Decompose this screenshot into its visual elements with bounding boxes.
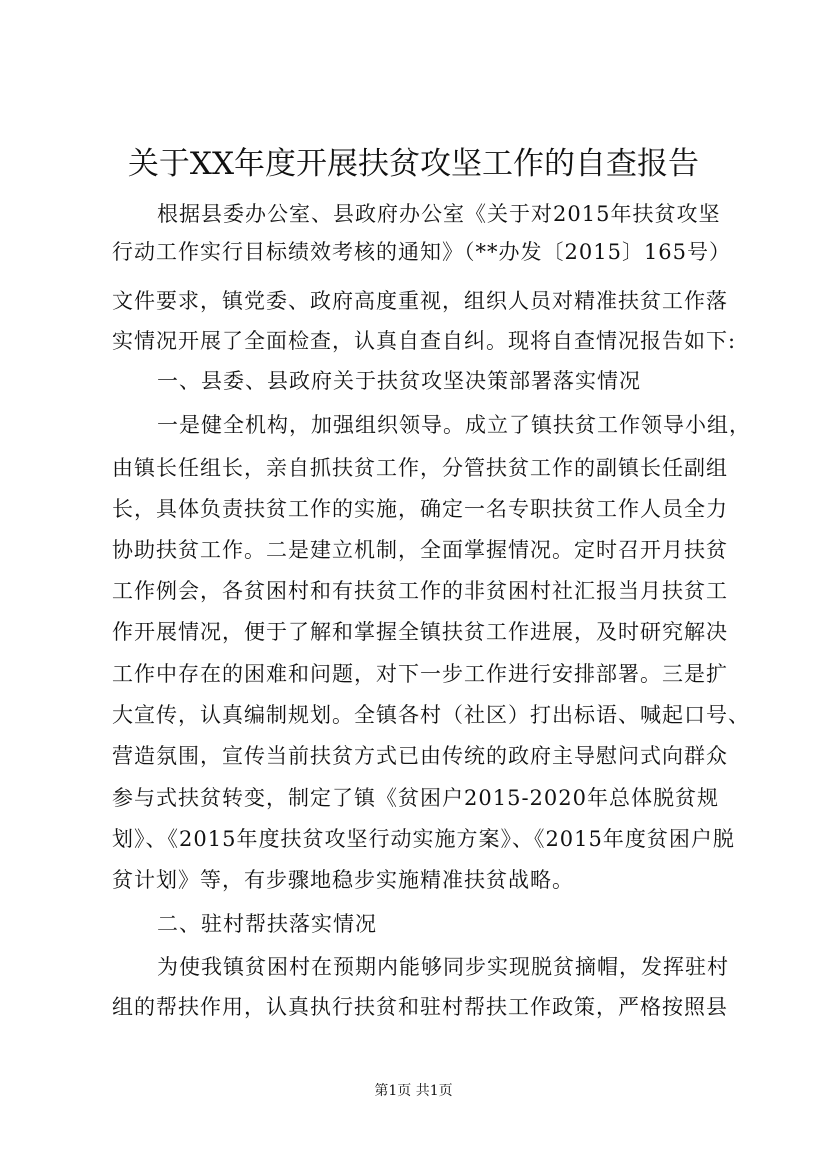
paragraph-line: 参与式扶贫转变，制定了镇《贫困户2015-2020年总体脱贫规 (112, 786, 719, 810)
section-heading: 二、驻村帮扶落实情况 (157, 912, 377, 936)
section-heading: 一、县委、县政府关于扶贫攻坚决策部署落实情况 (157, 369, 641, 393)
paragraph-line: 行动工作实行目标绩效考核的通知》（**办发〔2015〕165号） (112, 240, 732, 264)
paragraph-line: 实情况开展了全面检查，认真自查自纠。现将自查情况报告如下: (112, 329, 737, 353)
page-footer: 第1页 共1页 (374, 1083, 453, 1099)
paragraph-line: 划》、《2015年度扶贫攻坚行动实施方案》、《2015年度贫困户脱 (112, 827, 735, 851)
paragraph-line: 文件要求，镇党委、政府高度重视，组织人员对精准扶贫工作落 (112, 289, 728, 313)
paragraph-line: 大宣传，认真编制规划。全镇各村（社区）打出标语、喊起口号、 (112, 703, 750, 727)
paragraph-line: 工作中存在的困难和问题，对下一步工作进行安排部署。三是扩 (112, 662, 728, 686)
paragraph-line: 长，具体负责扶贫工作的实施，确定一名专职扶贫工作人员全力 (112, 497, 728, 521)
paragraph-line: 作开展情况，便于了解和掌握全镇扶贫工作进展，及时研究解决 (112, 620, 728, 644)
document-title: 关于XX年度开展扶贫攻坚工作的自查报告 (127, 146, 700, 182)
paragraph-line: 根据县委办公室、县政府办公室《关于对2015年扶贫攻坚 (157, 202, 721, 226)
paragraph-line: 为使我镇贫困村在预期内能够同步实现脱贫摘帽，发挥驻村 (157, 955, 729, 979)
paragraph-line: 由镇长任组长，亲自抓扶贫工作，分管扶贫工作的副镇长任副组 (112, 456, 728, 480)
paragraph-line: 贫计划》等，有步骤地稳步实施精准扶贫战略。 (112, 868, 574, 892)
paragraph-line: 组的帮扶作用，认真执行扶贫和驻村帮扶工作政策，严格按照县 (112, 995, 728, 1019)
paragraph-line: 营造氛围，宣传当前扶贫方式已由传统的政府主导慰问式向群众 (112, 744, 728, 768)
paragraph-line: 协助扶贫工作。二是建立机制，全面掌握情况。定时召开月扶贫 (112, 538, 728, 562)
paragraph-line: 一是健全机构，加强组织领导。成立了镇扶贫工作领导小组， (157, 413, 751, 437)
paragraph-line: 工作例会，各贫困村和有扶贫工作的非贫困村社汇报当月扶贫工 (112, 579, 728, 603)
